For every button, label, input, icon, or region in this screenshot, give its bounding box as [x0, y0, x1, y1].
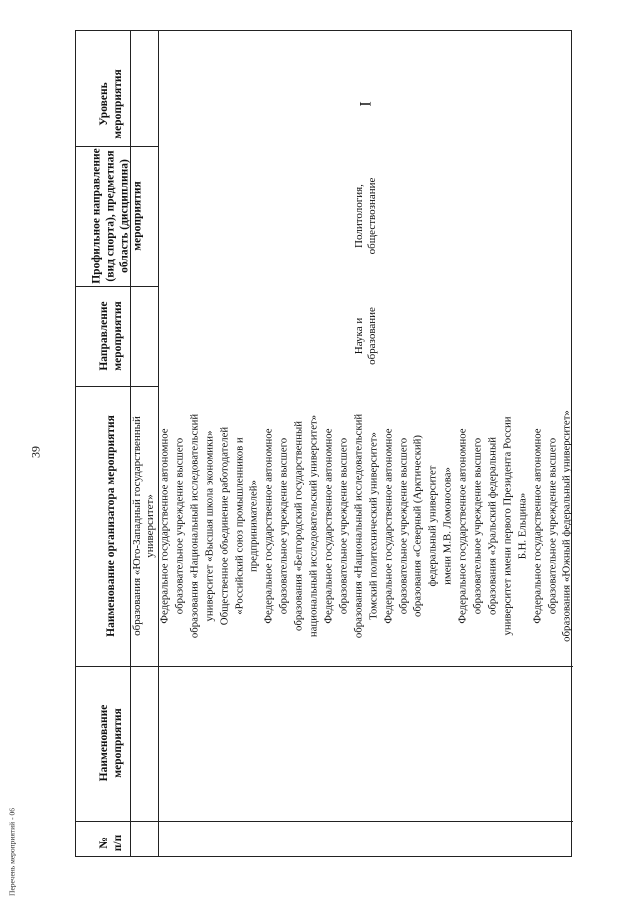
header-organizer: Наименование организатора мероприятия: [105, 415, 118, 637]
row-2-organizer: Федеральное государственное автономное образовательное учреждение высшего образования «Национальный исследовательский университет «Высшая школа экономики» Общественное объединение работодателей «Российский союз промышленников и предпринимателей» Федеральное государственное автономное образовательное учреждение высшего образования «Белгородский государственный национальный исследовательский университет» Федеральное государственное автономное образовательное учреждение высшего образования «Национальный исследовательский Томский политехнический университет» Федеральное государственное автономное образовательное учреждение высшего образования «Северный (Арктический) федеральный университет имени М.В. Ломоносова» Федеральное государственное автономное образовательное учреждение высшего образования «Уральский федеральный университет имени первого Президента России Б.Н. Ельцина» Федеральное государственное автономное образовательное учреждение высшего образования «Южный федеральный университет»: [158, 410, 573, 642]
header-profile: Профильное направление (вид спорта), предметная область (дисциплина) мероприятия: [90, 148, 144, 284]
column-divider: [76, 821, 573, 822]
row-2-direction: Наука и образование: [352, 307, 378, 365]
page-number: 39: [28, 446, 43, 458]
column-divider: [76, 666, 573, 667]
row-1-organizer: образования «Юго-Западный государственный университет»: [130, 416, 156, 636]
row-2-profile: Политология, обществознание: [352, 177, 378, 255]
column-divider: [76, 286, 158, 287]
header-level: Уровень мероприятия: [98, 69, 124, 139]
column-divider: [76, 386, 158, 387]
page-footer: Перечень мероприятий - 06: [7, 808, 17, 896]
row-2-level: I: [357, 101, 375, 107]
column-divider: [76, 146, 158, 147]
header-direction: Направление мероприятия: [98, 301, 124, 371]
events-table: [75, 30, 572, 857]
header-number: № п/п: [98, 834, 124, 852]
header-event-name: Наименование мероприятия: [98, 704, 124, 782]
